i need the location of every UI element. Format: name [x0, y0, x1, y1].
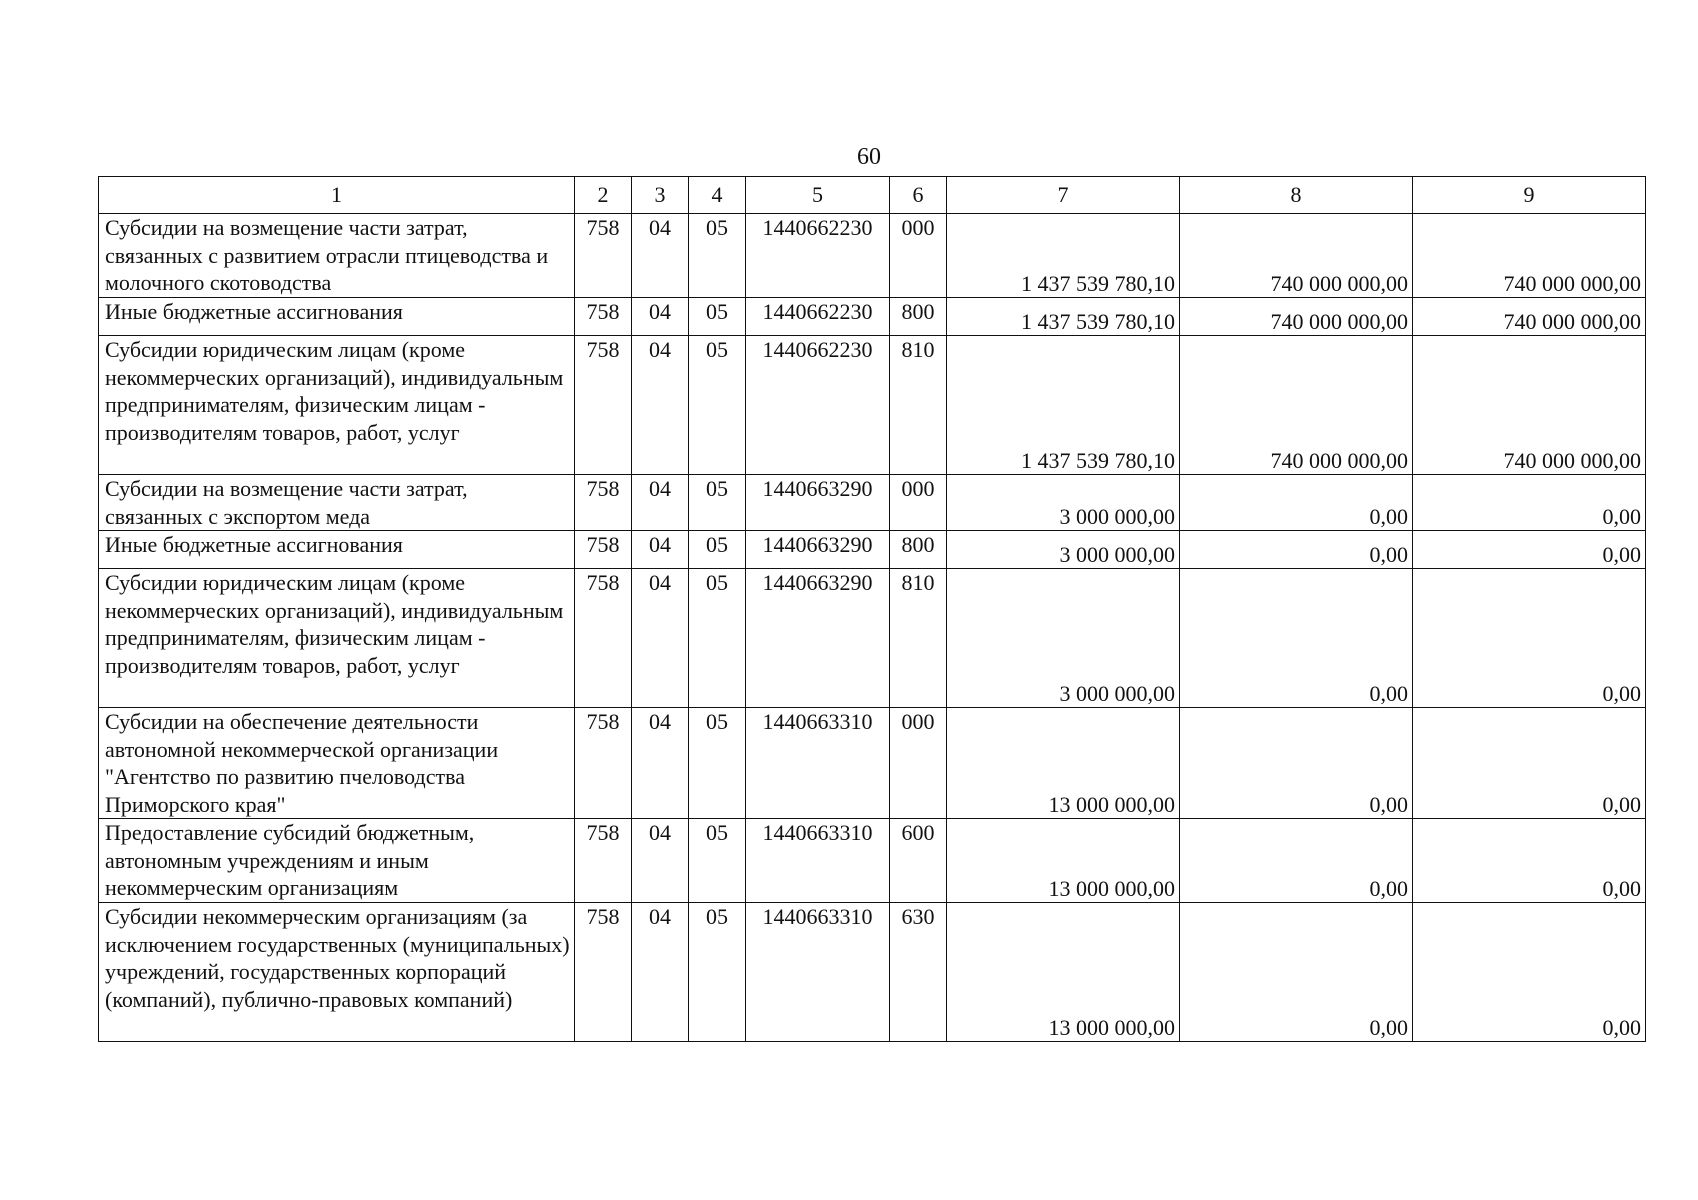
- code-cell: 04: [632, 475, 689, 531]
- code-cell: 1440663290: [746, 569, 890, 708]
- amount-cell: 740 000 000,00: [1413, 214, 1646, 298]
- code-cell: 758: [575, 214, 632, 298]
- code-cell: 05: [689, 336, 746, 475]
- code-cell: 05: [689, 531, 746, 569]
- amount-cell: 740 000 000,00: [1180, 336, 1413, 475]
- code-cell: 000: [890, 708, 947, 819]
- code-cell: 758: [575, 336, 632, 475]
- code-cell: 758: [575, 569, 632, 708]
- code-cell: 1440663290: [746, 475, 890, 531]
- code-cell: 000: [890, 475, 947, 531]
- column-header: 8: [1180, 177, 1413, 214]
- amount-cell: 0,00: [1413, 569, 1646, 708]
- amount-cell: 740 000 000,00: [1413, 298, 1646, 336]
- row-name: Субсидии юридическим лицам (кроме некоммерческих организаций), индивидуальным предпринимателям, физическим лицам - производителям товаров, работ, услуг: [99, 336, 575, 475]
- code-cell: 05: [689, 708, 746, 819]
- amount-cell: 0,00: [1180, 531, 1413, 569]
- code-cell: 04: [632, 214, 689, 298]
- code-cell: 758: [575, 708, 632, 819]
- column-header: 1: [99, 177, 575, 214]
- code-cell: 04: [632, 336, 689, 475]
- table-row: [99, 531, 1646, 569]
- amount-cell: 0,00: [1180, 819, 1413, 903]
- table-row: [99, 214, 1646, 298]
- code-cell: 758: [575, 903, 632, 1042]
- column-header: 5: [746, 177, 890, 214]
- table-row: [99, 708, 1646, 819]
- code-cell: 05: [689, 819, 746, 903]
- page-number: 60: [857, 144, 881, 170]
- amount-cell: 0,00: [1180, 569, 1413, 708]
- row-name: Субсидии на обеспечение деятельности автономной некоммерческой организации "Агентство по развитию пчеловодства Приморского края": [99, 708, 575, 819]
- table-row: [99, 903, 1646, 1042]
- code-cell: 1440662230: [746, 214, 890, 298]
- code-cell: 1440663310: [746, 708, 890, 819]
- code-cell: 05: [689, 298, 746, 336]
- code-cell: 1440662230: [746, 336, 890, 475]
- code-cell: 800: [890, 298, 947, 336]
- column-header: 7: [947, 177, 1180, 214]
- row-name: Иные бюджетные ассигнования: [99, 298, 575, 336]
- row-name: Иные бюджетные ассигнования: [99, 531, 575, 569]
- amount-cell: 0,00: [1413, 819, 1646, 903]
- code-cell: 04: [632, 903, 689, 1042]
- code-cell: 04: [632, 569, 689, 708]
- amount-cell: 13 000 000,00: [947, 708, 1180, 819]
- amount-cell: 1 437 539 780,10: [947, 214, 1180, 298]
- amount-cell: 0,00: [1180, 903, 1413, 1042]
- amount-cell: 0,00: [1413, 903, 1646, 1042]
- amount-cell: 3 000 000,00: [947, 475, 1180, 531]
- code-cell: 04: [632, 531, 689, 569]
- column-header: 3: [632, 177, 689, 214]
- amount-cell: 0,00: [1413, 475, 1646, 531]
- amount-cell: 0,00: [1413, 531, 1646, 569]
- table-row: [99, 475, 1646, 531]
- code-cell: 630: [890, 903, 947, 1042]
- code-cell: 758: [575, 475, 632, 531]
- code-cell: 800: [890, 531, 947, 569]
- row-name: Субсидии на возмещение части затрат, связанных с развитием отрасли птицеводства и молочного скотоводства: [99, 214, 575, 298]
- code-cell: 1440663310: [746, 819, 890, 903]
- code-cell: 810: [890, 336, 947, 475]
- code-cell: 1440662230: [746, 298, 890, 336]
- amount-cell: 740 000 000,00: [1180, 298, 1413, 336]
- row-name: Субсидии на возмещение части затрат, связанных с экспортом меда: [99, 475, 575, 531]
- budget-table: [98, 176, 1646, 1042]
- code-cell: 810: [890, 569, 947, 708]
- column-header: 6: [890, 177, 947, 214]
- code-cell: 05: [689, 903, 746, 1042]
- table-row: [99, 298, 1646, 336]
- amount-cell: 13 000 000,00: [947, 819, 1180, 903]
- column-number-row: [99, 177, 1646, 214]
- code-cell: 05: [689, 475, 746, 531]
- column-header: 4: [689, 177, 746, 214]
- amount-cell: 13 000 000,00: [947, 903, 1180, 1042]
- amount-cell: 740 000 000,00: [1180, 214, 1413, 298]
- column-header: 2: [575, 177, 632, 214]
- code-cell: 04: [632, 298, 689, 336]
- amount-cell: 1 437 539 780,10: [947, 298, 1180, 336]
- amount-cell: 0,00: [1180, 708, 1413, 819]
- amount-cell: 0,00: [1180, 475, 1413, 531]
- table-row: [99, 569, 1646, 708]
- amount-cell: 740 000 000,00: [1413, 336, 1646, 475]
- code-cell: 04: [632, 819, 689, 903]
- code-cell: 758: [575, 819, 632, 903]
- code-cell: 600: [890, 819, 947, 903]
- code-cell: 05: [689, 569, 746, 708]
- code-cell: 758: [575, 298, 632, 336]
- row-name: Субсидии некоммерческим организациям (за исключением государственных (муниципальных) учреждений, государственных корпораций (компаний), публично-правовых компаний): [99, 903, 575, 1042]
- code-cell: 1440663290: [746, 531, 890, 569]
- amount-cell: 3 000 000,00: [947, 569, 1180, 708]
- column-header: 9: [1413, 177, 1646, 214]
- code-cell: 758: [575, 531, 632, 569]
- code-cell: 000: [890, 214, 947, 298]
- amount-cell: 3 000 000,00: [947, 531, 1180, 569]
- amount-cell: 0,00: [1413, 708, 1646, 819]
- row-name: Субсидии юридическим лицам (кроме некоммерческих организаций), индивидуальным предпринимателям, физическим лицам - производителям товаров, работ, услуг: [99, 569, 575, 708]
- table-row: [99, 336, 1646, 475]
- code-cell: 04: [632, 708, 689, 819]
- table-row: [99, 819, 1646, 903]
- row-name: Предоставление субсидий бюджетным, автономным учреждениям и иным некоммерческим организациям: [99, 819, 575, 903]
- code-cell: 1440663310: [746, 903, 890, 1042]
- code-cell: 05: [689, 214, 746, 298]
- amount-cell: 1 437 539 780,10: [947, 336, 1180, 475]
